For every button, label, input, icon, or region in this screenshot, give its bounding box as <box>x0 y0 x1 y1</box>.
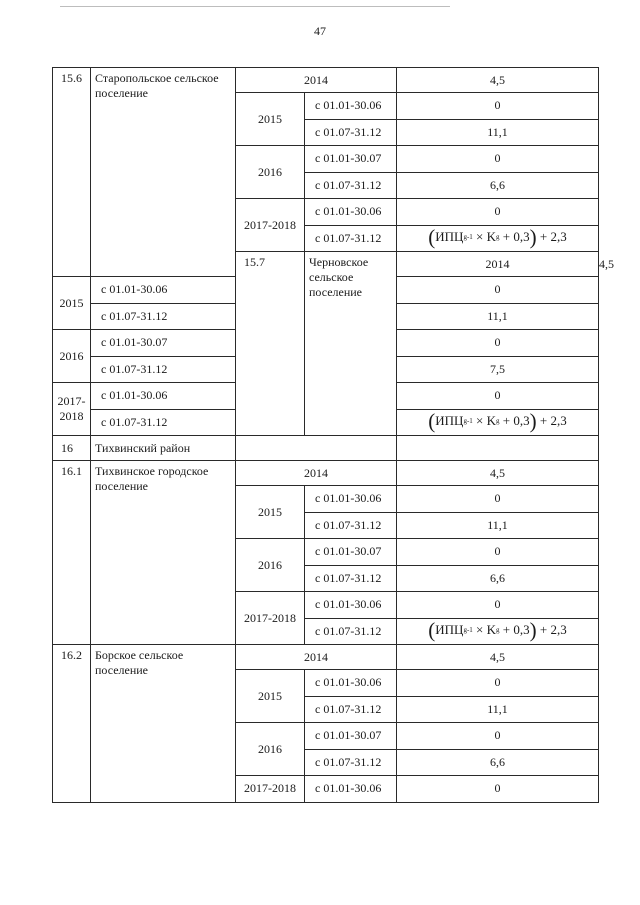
period-cell: с 01.07-31.12 <box>305 749 397 776</box>
value-cell: 0 <box>397 539 599 566</box>
table-row: 15.7 Черновское сельское поселение 2014 4,5 <box>53 252 599 277</box>
year-cell: 2015 <box>236 670 305 723</box>
year-cell: 2015 <box>236 93 305 146</box>
value-cell: 0 <box>397 330 599 357</box>
year-cell: 2014 <box>236 461 397 486</box>
period-cell: с 01.01-30.06 <box>91 383 236 410</box>
year-cell: 2016 <box>53 330 91 383</box>
settlement-name: Борское сельское поселение <box>91 645 236 803</box>
district-name: Тихвинский район <box>91 436 236 461</box>
period-cell: с 01.07-31.12 <box>305 119 397 146</box>
formula-cell <box>397 409 599 436</box>
year-cell: 2014 <box>236 68 397 93</box>
period-cell: с 01.01-30.07 <box>305 723 397 750</box>
index-formula: ( ИПЦ g-1 × K g + 0,3 ) + 2,3 <box>428 225 567 250</box>
period-cell: с 01.01-30.07 <box>305 539 397 566</box>
period-cell: с 01.01-30.06 <box>305 199 397 226</box>
value-cell: 0 <box>397 146 599 173</box>
period-cell: с 01.07-31.12 <box>91 303 236 330</box>
value-cell: 6,6 <box>397 172 599 199</box>
empty-cell <box>236 436 397 461</box>
period-cell: с 01.01-30.07 <box>91 330 236 357</box>
value-cell: 11,1 <box>397 119 599 146</box>
table-row <box>53 68 599 93</box>
year-cell: 2015 <box>236 486 305 539</box>
period-cell: с 01.01-30.07 <box>305 146 397 173</box>
index-formula: ( ИПЦ g-1 × K g + 0,3 ) + 2,3 <box>428 618 567 643</box>
period-cell: с 01.01-30.06 <box>305 592 397 619</box>
value-cell: 11,1 <box>397 303 599 330</box>
period-cell: с 01.01-30.06 <box>305 670 397 697</box>
value-cell: 0 <box>397 199 599 226</box>
tariff-table <box>52 67 614 803</box>
value-cell: 7,5 <box>397 356 599 383</box>
row-number: 16 <box>53 436 91 461</box>
value-cell: 0 <box>397 592 599 619</box>
period-cell: с 01.07-31.12 <box>305 696 397 723</box>
period-cell: с 01.07-31.12 <box>305 225 397 252</box>
value-cell: 0 <box>397 383 599 410</box>
value-cell: 0 <box>397 93 599 120</box>
table-row <box>53 645 599 670</box>
formula-cell <box>397 618 599 645</box>
period-cell: с 01.01-30.06 <box>305 776 397 803</box>
row-number: 15.7 <box>236 252 305 436</box>
year-cell: 2017-2018 <box>53 383 91 436</box>
top-rule <box>60 6 450 7</box>
value-cell: 0 <box>397 670 599 697</box>
value-cell: 6,6 <box>397 565 599 592</box>
year-cell: 2016 <box>236 146 305 199</box>
value-cell: 4,5 <box>397 68 599 93</box>
settlement-name: Черновское сельское поселение <box>305 252 397 436</box>
formula-cell <box>397 225 599 252</box>
row-number: 16.1 <box>53 461 91 645</box>
value-cell: 0 <box>397 776 599 803</box>
value-cell: 11,1 <box>397 512 599 539</box>
page-number: 47 <box>314 24 326 38</box>
year-cell: 2017-2018 <box>236 592 305 645</box>
year-cell: 2014 <box>397 252 599 277</box>
period-cell: с 01.07-31.12 <box>91 409 236 436</box>
year-cell: 2016 <box>236 539 305 592</box>
year-cell: 2017-2018 <box>236 199 305 252</box>
period-cell: с 01.07-31.12 <box>305 172 397 199</box>
period-cell: с 01.01-30.06 <box>305 93 397 120</box>
index-formula: ( ИПЦ g-1 × K g + 0,3 ) + 2,3 <box>428 409 567 434</box>
table-row <box>53 461 599 486</box>
value-cell: 0 <box>397 723 599 750</box>
value-cell: 0 <box>397 277 599 304</box>
value-cell: 11,1 <box>397 696 599 723</box>
table-row <box>53 436 599 461</box>
empty-cell <box>397 436 599 461</box>
value-cell: 4,5 <box>397 461 599 486</box>
row-number: 16.2 <box>53 645 91 803</box>
period-cell: с 01.07-31.12 <box>91 356 236 383</box>
period-cell: с 01.01-30.06 <box>305 486 397 513</box>
period-cell: с 01.07-31.12 <box>305 565 397 592</box>
year-cell: 2016 <box>236 723 305 776</box>
settlement-name: Тихвинское городское поселение <box>91 461 236 645</box>
value-cell: 6,6 <box>397 749 599 776</box>
period-cell: с 01.07-31.12 <box>305 618 397 645</box>
value-cell: 0 <box>397 486 599 513</box>
period-cell: с 01.01-30.06 <box>91 277 236 304</box>
year-cell: 2014 <box>236 645 397 670</box>
year-cell: 2017-2018 <box>236 776 305 803</box>
period-cell: с 01.07-31.12 <box>305 512 397 539</box>
year-cell: 2015 <box>53 277 91 330</box>
settlement-name: Старопольское сельское поселение <box>91 68 236 277</box>
row-number: 15.6 <box>53 68 91 277</box>
value-cell: 4,5 <box>397 645 599 670</box>
